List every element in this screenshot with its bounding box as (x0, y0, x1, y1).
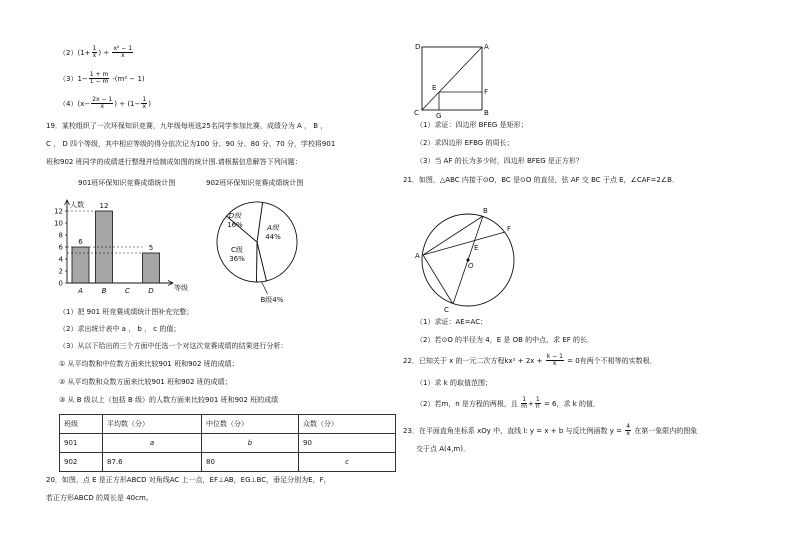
x-tick-label: C (125, 287, 130, 295)
q19-part3-option3: ③ 从 B 级以上（包括 B 级）的人数方面来比较901 班和902 班的成绩 (59, 396, 279, 404)
label-f: F (484, 88, 489, 96)
label-b: B (483, 207, 488, 215)
q21-part2: （2）若⊙O 的半径为 4，E 是 OB 的中点，求 EF 的长． (416, 336, 595, 344)
label-c: C (414, 109, 419, 117)
calc-item-2: （2）(1+ $\frac{1}{x}$ ) ÷ $\frac{\text{x² − 1}}{x}$ (59, 45, 133, 60)
calc-item-2-label: （2） (59, 48, 78, 57)
q19-part3-option2: ② 从平均数和众数方面来比较901 班和902 班的成绩； (59, 378, 232, 386)
label-f: F (507, 225, 512, 233)
chord-af (423, 232, 505, 255)
table-header-cell: 中位数（分） (202, 415, 299, 434)
label-o: O (468, 262, 474, 270)
bar-chart-title: 901班环保知识竞赛成绩统计图 (78, 179, 176, 187)
q22-part1: （1）求 k 的取值范围； (416, 379, 492, 387)
table-cell: c (299, 453, 396, 472)
q21-part1: （1）求证：AE=AC； (416, 318, 488, 326)
label-c: C (444, 306, 449, 314)
y-tick-label: 10 (54, 219, 63, 228)
label-b: B (484, 109, 489, 117)
label-a: A (484, 43, 489, 51)
q20-line1: 20．如图，点 E 是正方形ABCD 对角线AC 上一点，EF⊥AB，EG⊥BC，垂足分别为E，F， (46, 476, 331, 484)
fraction-numerator: k − 1 (546, 353, 563, 360)
q19-part3-option1: ① 从平均数和中位数方面来比较901 班和902 班的成绩； (59, 360, 239, 368)
pie-value-label: 16% (227, 221, 243, 229)
y-tick-label: 6 (58, 243, 63, 252)
y-axis-label: 人数 (70, 201, 84, 209)
y-tick-label: 12 (54, 207, 63, 216)
diagonal-ac (422, 47, 482, 110)
x-axis-label: 等级 (174, 284, 188, 292)
q23-line1-start: 23．在平面直角坐标系 xOy 中，直线 l: y = x + b 与反比例函数 y = (403, 426, 622, 435)
pie-slice-label: A级 (267, 224, 279, 232)
y-tick-label: 2 (58, 267, 63, 276)
table-cell: 87.6 (103, 453, 202, 472)
table-cell: 902 (60, 453, 103, 472)
q19-part1: （1）把 901 班竞赛成绩统计图补充完整； (59, 308, 194, 316)
calc-item-3-label: （3） (59, 74, 78, 83)
fraction (546, 354, 564, 368)
q22-line1-start: 22．已知关于 x 的一元二次方程kx² + 2x + (403, 356, 543, 365)
q23-line2: 交于点 A(4,m)． (416, 445, 470, 453)
q22-line1-end: = 0有两个不相等的实数根． (567, 356, 657, 365)
fraction: $\frac{2x - 1}{x}$ (92, 96, 113, 111)
table-header-cell: 班级 (60, 415, 103, 434)
q20-part2: （2）求四边形 EFBG 的周长； (416, 139, 514, 147)
table-header-cell: 众数（分） (299, 415, 396, 434)
pie-slice-label: C级 (231, 246, 243, 254)
table-cell: 90 (299, 434, 396, 453)
label-e: E (432, 84, 437, 92)
q20-part3: （3）当 AF 的长为多少时，四边形 BFEG 是正方形？ (416, 157, 583, 165)
bar (72, 247, 89, 283)
score-table (59, 414, 396, 472)
circle-figure (410, 200, 530, 315)
q19-part3: （3）从以下给出的三个方面中任选一个对这次竞赛成绩的结果进行分析： (59, 342, 288, 350)
x-tick-label: D (148, 287, 154, 295)
pie-chart-title: 902班环保知识竞赛成绩统计图 (206, 179, 304, 187)
fraction: $\frac{4}{x}$ (626, 423, 631, 438)
pie-leader-line (261, 282, 267, 294)
bar-chart (45, 193, 205, 298)
q22-part2-end: = 6，求 k 的值． (543, 399, 601, 408)
pie-slice-label: D级 (228, 212, 242, 220)
fraction: $\frac{\text{x² − 1}}{x}$ (113, 45, 133, 60)
q22-line1 (403, 354, 657, 368)
fraction: $\frac{1}{x}$ (92, 45, 97, 60)
pie-value-label: 44% (265, 233, 281, 241)
bar-data-label: 6 (78, 238, 83, 246)
bar-data-label: 12 (99, 202, 109, 210)
table-cell: 80 (202, 453, 299, 472)
q19-part2: （2）求出统计表中 a ， b ， c 的值； (59, 325, 181, 333)
table-header-cell: 平均数（分） (103, 415, 202, 434)
table-cell: a (103, 434, 202, 453)
table-header-row (60, 415, 396, 434)
y-tick-label: 8 (58, 231, 63, 240)
fraction: $\frac{1 + m}{1 - m}$ (89, 71, 109, 86)
segment-ac (423, 255, 453, 304)
square-figure (410, 40, 500, 120)
pie-chart (215, 190, 335, 304)
calc-item-4: （4）(x− $\frac{2x - 1}{x}$ ) ÷ (1− $\frac{1}{x}$ ) (59, 96, 151, 111)
fraction: $\frac{1}{x}$ (142, 96, 147, 111)
label-g: G (436, 112, 442, 120)
q19-line3: 班和902 班同学的成绩进行整理并绘制成如图的统计图.请根据信息解答下列问题： (46, 158, 302, 166)
calc-item-3-tail: ·(m² − 1) (112, 74, 145, 83)
label-e: E (474, 244, 479, 252)
q22-part2-start: （2）若m，n 是方程的两根，且 (416, 399, 518, 408)
fraction-denominator: k (553, 360, 557, 368)
q20-line2: 若正方形ABCD 的周长是 40cm。 (46, 494, 153, 502)
calc-item-3: （3）1− $\frac{1 + m}{1 - m}$ ·(m² − 1) (59, 71, 145, 86)
calc-item-4-op: ÷ (119, 99, 126, 108)
fraction: $\frac{1}{m}$ (521, 396, 528, 411)
bar-data-label: 5 (148, 244, 154, 252)
fraction: $\frac{1}{n}$ (535, 396, 540, 411)
y-tick-label: 4 (58, 255, 63, 264)
pie-slice-label: B级4% (260, 295, 284, 304)
table-cell: 901 (60, 434, 103, 453)
x-tick-label: B (101, 287, 107, 295)
bar (143, 253, 160, 283)
table-row (60, 434, 396, 453)
pie-value-label: 36% (229, 255, 245, 263)
label-a: A (415, 252, 420, 260)
q23-line1 (403, 424, 697, 438)
q23-line1-end: 在第一象限内的图象 (634, 426, 698, 435)
table-row (60, 453, 396, 472)
q22-part2: （2）若m，n 是方程的两根，且 $\frac{1}{m}$ + $\frac{1}{n}$ = 6，求 k 的值． (416, 396, 601, 411)
q20-part1: （1）求证：四边形 BFEG 是矩形； (416, 121, 528, 129)
calc-item-4-label: （4） (59, 99, 78, 108)
q19-line1: 19．某校组织了一次环保知识竞赛，九年级每班选25名同学参加比赛，成绩分为 A ， B ， (46, 122, 328, 130)
y-tick-label: 0 (58, 279, 63, 288)
q19-line2: C ， D 四个等级，其中相应等级的得分依次记为100 分、90 分、80 分、70 分，学校将901 (46, 140, 336, 148)
x-tick-label: A (78, 287, 83, 295)
label-d: D (415, 43, 421, 51)
calc-item-2-op: ÷ (103, 48, 110, 57)
table-cell: b (202, 434, 299, 453)
q21-line1: 21．如图，△ABC 内接于⊙O，BC 是⊙O 的直径，弦 AF 交 BC 于点 E，∠CAF=2∠B． (403, 176, 679, 184)
